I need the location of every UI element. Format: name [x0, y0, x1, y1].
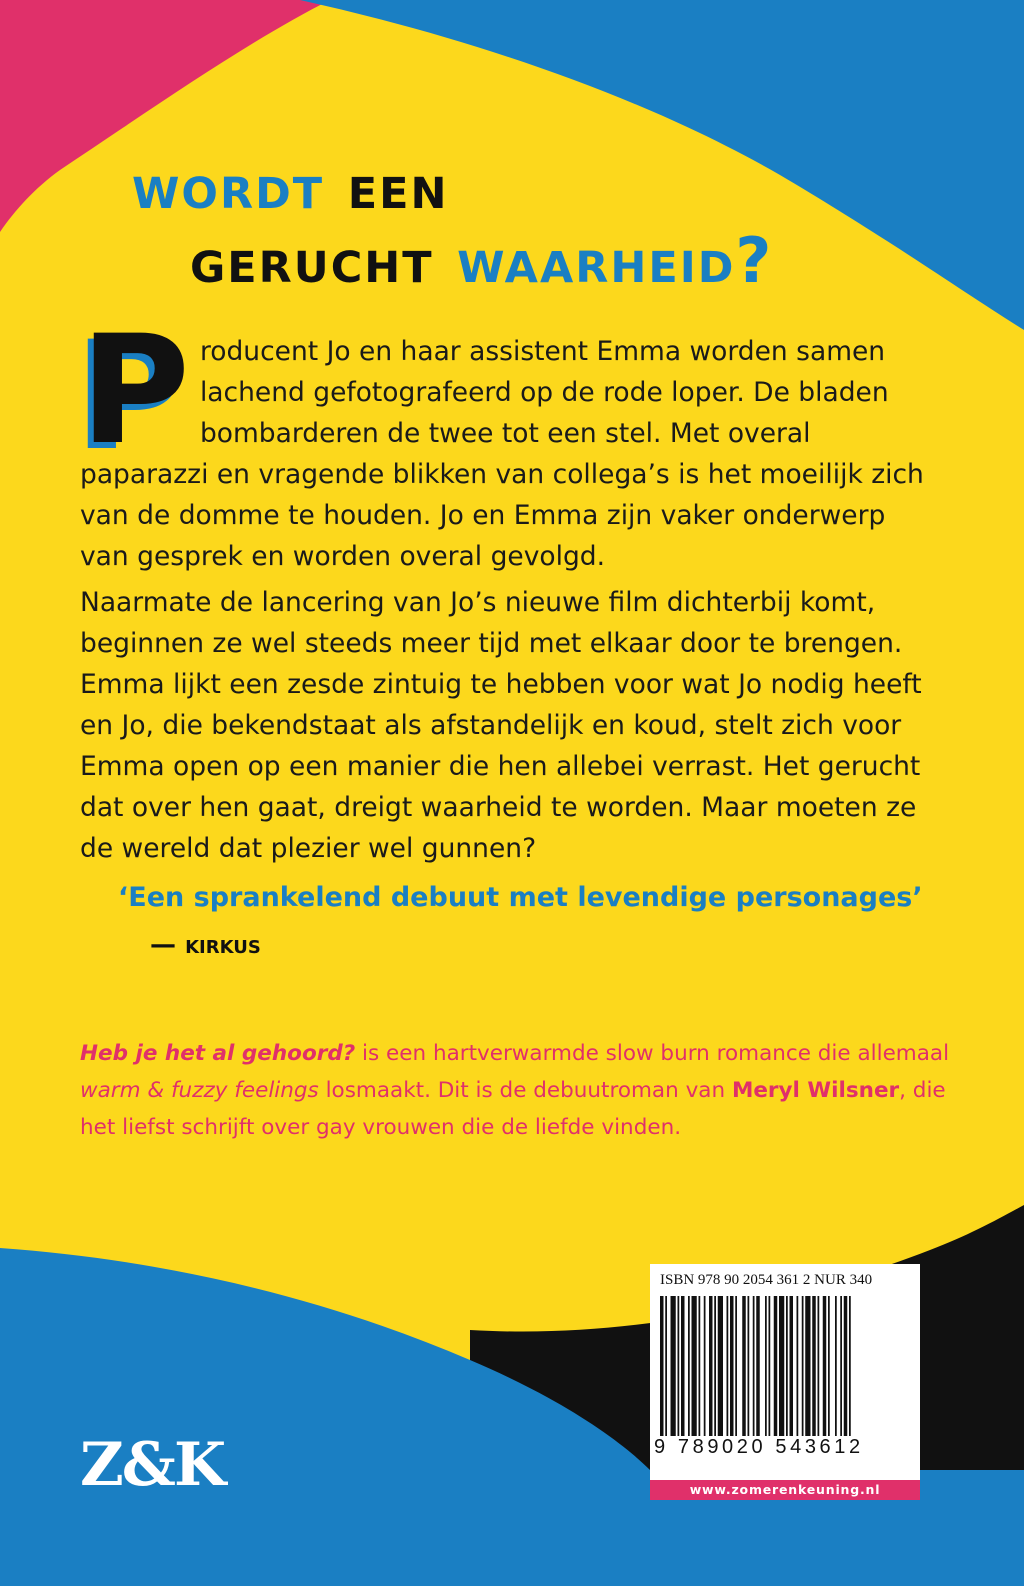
promo-phrase: warm & fuzzy feelings [80, 1078, 319, 1103]
promo-text-2: losmaakt. Dit is de debuutroman van [318, 1078, 732, 1103]
synopsis-paragraph-1-text: roducent Jo en haar assistent Emma worden samen lachend gefotografeerd op de rode loper. De bladen bombarderen de twee tot een stel. Met overal paparazzi en vragende blikken van collega’s is het moeilijk zich van de domme te houden. Jo en Emma zijn vaker onderwerp van gesprek en worden overal gevolgd. [80, 336, 924, 572]
promo-text [80, 1035, 960, 1146]
book-title: Heb je het al gehoord? [80, 1041, 356, 1066]
review-source: kirkus [185, 930, 261, 960]
synopsis-paragraph-1 [80, 304, 940, 577]
isbn-label: ISBN 978 90 2054 361 2 NUR 340 [660, 1272, 873, 1288]
synopsis-paragraph-2: Naarmate de lancering van Jo’s nieuwe film dichterbij komt, beginnen ze wel steeds meer tijd met elkaar door te brengen. Emma lijkt een zesde zintuig te hebben voor wat Jo nodig heeft en Jo, die bekendstaat als afstandelijk en koud, stelt zich voor Emma open op een manier die hen allebei verrast. Het gerucht dat over hen gaat, dreigt waarheid te worden. Maar moeten ze de wereld dat plezier wel gunnen? [80, 587, 922, 864]
barcode-bars [660, 1296, 910, 1436]
headline-word-wordt: wordt [132, 150, 325, 223]
review-quote: ‘Een sprankelend debuut met levendige personages’ [118, 882, 923, 913]
barcode-box [650, 1264, 920, 1480]
publisher-logo: Z&K [80, 1430, 225, 1500]
headline-word-waarheid: waarheid? [457, 224, 774, 297]
headline-word-een: een [347, 150, 449, 223]
review-dash: — [150, 930, 186, 960]
barcode-number: 9 789020 543612 [654, 1436, 864, 1458]
publisher-url[interactable]: www.zomerenkeuning.nl [650, 1480, 920, 1500]
promo-text-3: , die het liefst schrijft over gay vrouwen die de liefde vinden. [80, 1078, 946, 1140]
headline [132, 150, 773, 298]
headline-word-gerucht: gerucht [190, 224, 434, 297]
author-name: Meryl Wilsner [731, 1078, 900, 1103]
promo-text-1: is een hartverwarmde slow burn romance die allemaal [355, 1041, 950, 1066]
drop-cap: P [80, 304, 190, 478]
review-attribution [150, 930, 261, 960]
